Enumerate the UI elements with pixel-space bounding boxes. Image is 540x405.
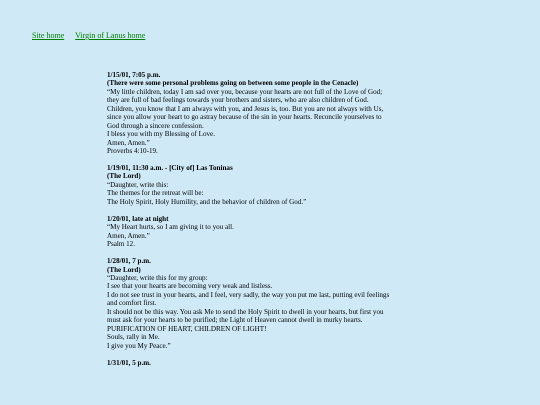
entry-date: 1/31/01, 5 p.m. <box>107 358 151 367</box>
entry-text-line: God through a sincere confession. <box>107 121 204 130</box>
entry-text-line: Souls, rally in Me. <box>107 333 160 342</box>
entry-text-line: and comfort first. <box>107 299 157 308</box>
entry-text-line: The Holy Spirit, Holy Humility, and the behavior of children of God.” <box>107 197 307 206</box>
entry-text-line: “My Heart hurts, so I am giving it to you all. <box>107 223 234 232</box>
top-navigation <box>32 31 154 41</box>
entry-date: 1/19/01, 11:30 a.m. - [City of] Las Toninas <box>107 164 233 173</box>
entry-date: 1/28/01, 7 p.m. <box>107 257 151 266</box>
entry-text-line: Amen, Amen.” <box>107 138 150 147</box>
message-entry <box>107 215 437 249</box>
entry-text-line: I bless you with my Blessing of Love. <box>107 130 215 139</box>
entry-text-line: Children, you know that I am always with you, and Jesus is, too. But you are not always with Us, <box>107 104 384 113</box>
entry-text-line: Proverbs 4:10-19. <box>107 147 158 156</box>
site-home-link[interactable]: Site home <box>32 31 65 40</box>
entry-text-line: I give you My Peace.” <box>107 341 171 350</box>
entry-text-line: “Daughter, write this for my group: <box>107 274 208 283</box>
entry-text-line: they are full of bad feelings towards your brothers and sisters, who are also children of God. <box>107 96 369 105</box>
entry-text-line: “My little children, today I am sad over you, because your hearts are not full of the Love of God; <box>107 87 383 96</box>
entry-text-line: It should not be this way. You ask Me to send the Holy Spirit to dwell in your hearts, but first you <box>107 307 384 316</box>
message-entry <box>107 71 437 156</box>
entry-text-line: The themes for the retreat will be: <box>107 189 204 198</box>
message-entry <box>107 257 437 350</box>
entry-text-line: I see that your hearts are becoming very weak and listless. <box>107 282 273 291</box>
entry-date: 1/15/01, 7:05 p.m. <box>107 71 161 79</box>
entry-text-line: Amen, Amen.” <box>107 231 150 240</box>
message-entry <box>107 359 437 367</box>
entry-text-line: PURIFICATION OF HEART, CHILDREN OF LIGHT! <box>107 324 267 333</box>
entry-text-line: since you allow your heart to go astray because of the sin in your hearts. Reconcile yourselves to <box>107 113 382 122</box>
entry-heading: (The Lord) <box>107 172 141 181</box>
entry-text-line: must ask for your hearts to be purified; the Light of Heaven cannot dwell in murky hearts. <box>107 316 363 325</box>
entry-text-line: “Daughter, write this: <box>107 180 169 189</box>
entry-heading: (There were some personal problems going on between some people in the Cenacle) <box>107 79 359 88</box>
message-entry <box>107 164 437 206</box>
entry-text-line: I do not see trust in your hearts, and I feel, very sadly, the way you put me last, putting evil feelings <box>107 290 390 299</box>
entry-heading: (The Lord) <box>107 265 141 274</box>
entry-date: 1/20/01, late at night <box>107 214 169 223</box>
virgin-of-lanus-home-link[interactable]: Virgin of Lanus home <box>75 31 146 40</box>
messages-content <box>107 71 437 376</box>
entry-text-line: Psalm 12. <box>107 240 135 249</box>
